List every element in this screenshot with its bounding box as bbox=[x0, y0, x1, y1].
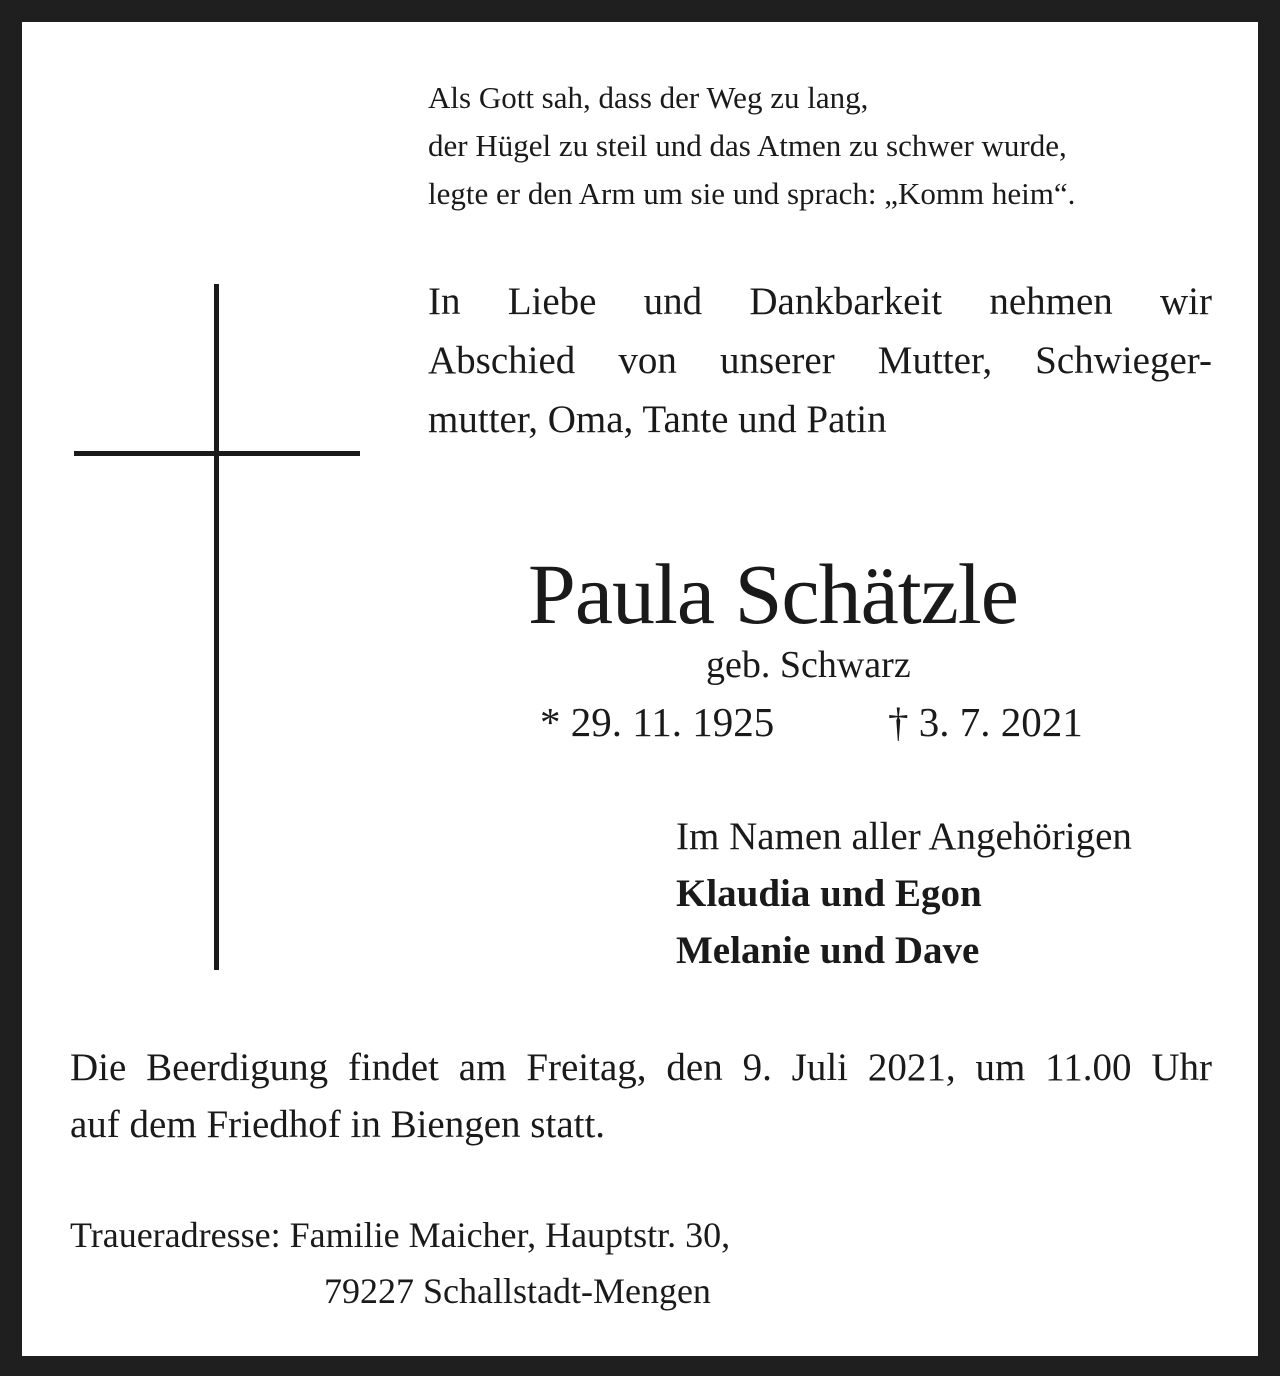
relatives-lead: Im Namen aller Angehörigen bbox=[676, 815, 1132, 858]
intro-line: Abschied von unserer Mutter, Schwieger- bbox=[428, 339, 1212, 382]
relatives-block bbox=[676, 808, 1132, 979]
deceased-name: Paula Schätzle bbox=[528, 546, 1018, 642]
obituary-notice bbox=[22, 22, 1258, 1356]
funeral-info bbox=[70, 1039, 1212, 1153]
intro-line: In Liebe und Dankbarkeit nehmen wir bbox=[428, 280, 1212, 323]
birth-date: * 29. 11. 1925 bbox=[540, 699, 775, 745]
funeral-line: Die Beerdigung findet am Freitag, den 9. Juli 2021, um 11.00 Uhr bbox=[70, 1046, 1212, 1089]
cross-icon-horizontal-bar bbox=[74, 451, 360, 456]
birth-name: geb. Schwarz bbox=[706, 644, 911, 686]
death-date: † 3. 7. 2021 bbox=[888, 699, 1083, 745]
poem-line: Als Gott sah, dass der Weg zu lang, bbox=[428, 80, 869, 115]
poem-line: legte er den Arm um sie und sprach: „Komm heim“. bbox=[428, 176, 1076, 211]
poem-line: der Hügel zu steil und das Atmen zu schwer wurde, bbox=[428, 128, 1067, 163]
funeral-line: auf dem Friedhof in Biengen statt. bbox=[70, 1103, 606, 1146]
address-city-line: 79227 Schallstadt-Mengen bbox=[324, 1271, 711, 1311]
intro-line: mutter, Oma, Tante und Patin bbox=[428, 398, 887, 441]
mourning-address bbox=[70, 1207, 730, 1319]
intro-text bbox=[428, 272, 1212, 449]
address-line: Traueradresse: Familie Maicher, Hauptstr. 30, bbox=[70, 1215, 731, 1255]
relative-name: Melanie und Dave bbox=[676, 929, 980, 972]
relative-name: Klaudia und Egon bbox=[676, 872, 982, 915]
poem bbox=[428, 74, 1075, 218]
cross-icon-vertical-bar bbox=[214, 284, 219, 970]
